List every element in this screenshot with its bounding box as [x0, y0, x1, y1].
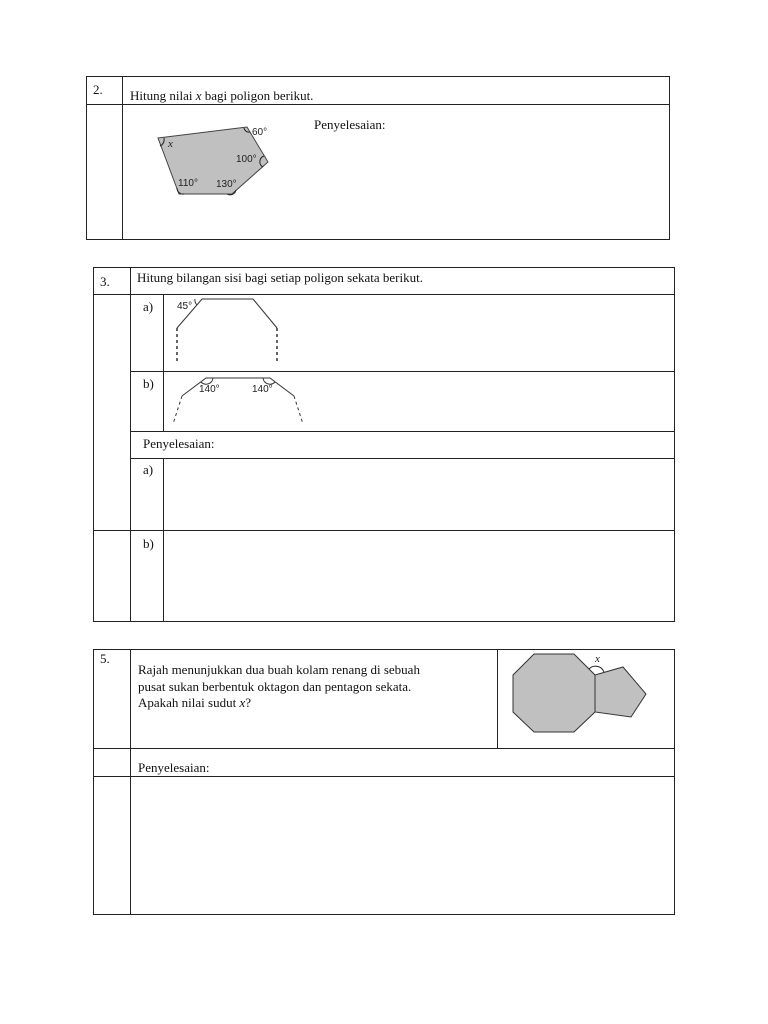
q3-part-a-label: a) — [143, 299, 154, 314]
q3-label-column-divider-bottom — [163, 458, 164, 622]
q3-part-b-label: b) — [143, 376, 154, 391]
q3-answer-a-divider — [93, 530, 675, 531]
q3-solution-divider — [130, 458, 675, 459]
q3-figure-a — [170, 296, 290, 366]
q3-figure-b — [170, 374, 310, 429]
q3-part-a-divider — [130, 371, 675, 372]
q2-polygon-figure — [150, 120, 280, 200]
q5-angle-label: x — [595, 653, 600, 665]
q5-number: 5. — [100, 651, 110, 666]
q2-label-110: 110° — [178, 178, 198, 189]
q5-question-line-2: pusat sukan berbentuk oktagon dan pentagon sekata. — [138, 679, 412, 694]
q5-question-divider — [93, 748, 675, 749]
q5-question-line-3-pre: Apakah nilai sudut — [138, 695, 240, 710]
q3-number-column-divider-a — [130, 267, 131, 622]
q3a-angle-label: 45° — [177, 301, 193, 312]
q3b-dashed-left — [173, 396, 182, 424]
q2-number-column-divider — [122, 76, 123, 240]
q3b-angle-label-left: 140° — [199, 384, 220, 395]
q3-solution-label: Penyelesaian: — [143, 436, 215, 451]
q3-number: 3. — [100, 274, 110, 289]
q5-figure-column-divider — [497, 649, 498, 749]
q3-header-divider — [93, 294, 675, 295]
q3b-dashed-right — [294, 396, 303, 424]
q3a-angle-arc — [195, 299, 197, 305]
q3b-angle-label-right: 140° — [252, 384, 273, 395]
q5-question-line-3-post: ? — [245, 695, 252, 710]
q2-header-divider — [86, 104, 670, 105]
q5-solution-divider — [93, 776, 675, 777]
q2-question-variable: x — [195, 88, 202, 103]
q3-label-column-divider-top — [163, 294, 164, 432]
q3-answer-a-label: a) — [143, 462, 154, 477]
q2-number: 2. — [93, 82, 103, 97]
q3-question: Hitung bilangan sisi bagi setiap poligon sekata berikut. — [137, 270, 423, 285]
q5-pentagon — [595, 667, 646, 717]
q5-figure — [505, 650, 655, 742]
q2-label-100: 100° — [236, 154, 257, 165]
q2-question-post: bagi poligon berikut. — [201, 88, 314, 103]
q5-number-column-divider — [130, 649, 131, 915]
q3-answer-b-label: b) — [143, 536, 154, 551]
q5-solution-label: Penyelesaian: — [138, 760, 210, 775]
q5-question-line-1: Rajah menunjukkan dua buah kolam renang di sebuah — [138, 662, 420, 677]
q5-octagon — [513, 654, 595, 732]
q2-label-x: x — [168, 138, 173, 150]
q3-part-b-divider — [130, 431, 675, 432]
q5-question-line-3 — [138, 695, 251, 710]
q2-label-60: 60° — [252, 127, 268, 138]
q5-question-variable: x — [239, 695, 246, 710]
q2-label-130: 130° — [216, 179, 237, 190]
q2-question — [130, 88, 313, 103]
q2-question-pre: Hitung nilai — [130, 88, 196, 103]
q2-solution-label: Penyelesaian: — [314, 117, 386, 132]
